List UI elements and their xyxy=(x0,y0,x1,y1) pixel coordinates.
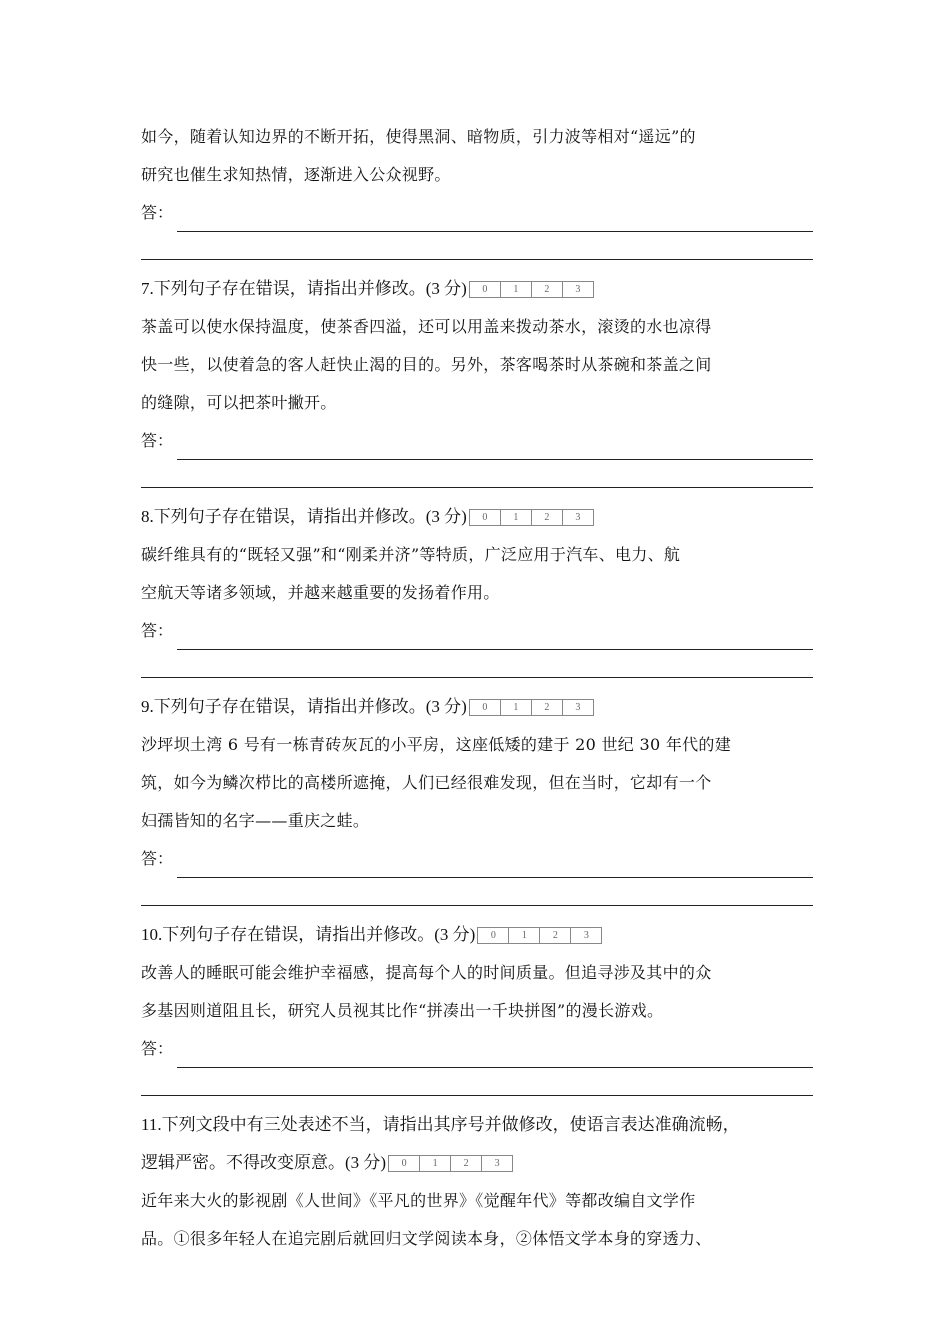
score-option[interactable]: 2 xyxy=(531,282,562,297)
question-text-line: 多基因则道阻且长，研究人员视其比作“拼凑出一千块拼图”的漫长游戏。 xyxy=(141,1001,664,1020)
score-box[interactable] xyxy=(469,699,594,716)
score-option[interactable]: 0 xyxy=(482,511,488,523)
score-box[interactable] xyxy=(469,281,594,298)
question-11-prompt xyxy=(141,1106,813,1144)
answer-blank-line[interactable] xyxy=(141,878,813,916)
question-11-prompt-cont xyxy=(141,1144,813,1182)
question-text-line: 筑，如今为鳞次栉比的高楼所遮掩，人们已经很难发现，但在当时，它却有一个 xyxy=(141,773,712,792)
answer-rule xyxy=(177,431,813,460)
question-text-line: 的缝隙，可以把茶叶撇开。 xyxy=(141,393,337,412)
answer-label: 答： xyxy=(141,431,174,450)
score-option[interactable]: 0 xyxy=(401,1157,407,1169)
answer-blank-line[interactable] xyxy=(141,650,813,688)
answer-line[interactable] xyxy=(141,1030,813,1068)
answer-rule xyxy=(177,1039,813,1068)
question-text-line: 品。①很多年轻人在追完剧后就回归文学阅读本身，②体悟文学本身的穿透力、 xyxy=(141,1229,712,1248)
answer-blank-line[interactable] xyxy=(141,460,813,498)
question-prompt-text: 9.下列句子存在错误，请指出并修改。(3 分) xyxy=(141,697,467,716)
score-option[interactable]: 0 xyxy=(490,929,496,941)
answer-rule xyxy=(177,621,813,650)
answer-label: 答： xyxy=(141,621,174,640)
score-option[interactable]: 2 xyxy=(531,700,562,715)
question-text-line: 沙坪坝土湾 6 号有一栋青砖灰瓦的小平房，这座低矮的建于 20 世纪 30 年代的建 xyxy=(141,735,732,754)
question-prompt-text: 11.下列文段中有三处表述不当，请指出其序号并做修改，使语言表达准确流畅， xyxy=(141,1115,740,1134)
question-prompt-text: 8.下列句子存在错误，请指出并修改。(3 分) xyxy=(141,507,467,526)
question-prompt-text: 7.下列句子存在错误，请指出并修改。(3 分) xyxy=(141,279,467,298)
answer-line[interactable] xyxy=(141,422,813,460)
answer-rule xyxy=(177,849,813,878)
score-option[interactable]: 2 xyxy=(450,1156,481,1171)
score-box[interactable] xyxy=(477,927,602,944)
score-option[interactable]: 3 xyxy=(562,700,593,715)
score-option[interactable]: 3 xyxy=(562,510,593,525)
score-option[interactable]: 1 xyxy=(508,928,539,943)
answer-label: 答： xyxy=(141,1039,174,1058)
answer-label: 答： xyxy=(141,849,174,868)
score-option[interactable]: 0 xyxy=(482,283,488,295)
answer-line[interactable] xyxy=(141,840,813,878)
question-text-line: 改善人的睡眠可能会维护幸福感，提高每个人的时间质量。但追寻涉及其中的众 xyxy=(141,963,712,982)
score-box[interactable] xyxy=(388,1155,513,1172)
score-option[interactable]: 1 xyxy=(500,700,531,715)
question-text-line: 空航天等诸多领域，并越来越重要的发扬着作用。 xyxy=(141,583,500,602)
score-option[interactable]: 1 xyxy=(500,510,531,525)
score-option[interactable]: 1 xyxy=(419,1156,450,1171)
answer-rule xyxy=(177,203,813,232)
answer-blank-line[interactable] xyxy=(141,1068,813,1106)
answer-line[interactable] xyxy=(141,194,813,232)
answer-line[interactable] xyxy=(141,612,813,650)
score-box[interactable] xyxy=(469,509,594,526)
intro-line: 研究也催生求知热情，逐渐进入公众视野。 xyxy=(141,165,451,184)
score-option[interactable]: 3 xyxy=(481,1156,512,1171)
score-option[interactable]: 3 xyxy=(570,928,601,943)
question-text-line: 妇孺皆知的名字——重庆之蛙。 xyxy=(141,811,370,830)
score-option[interactable]: 0 xyxy=(482,701,488,713)
intro-line: 如今，随着认知边界的不断开拓，使得黑洞、暗物质，引力波等相对“遥远”的 xyxy=(141,127,696,146)
answer-blank-line[interactable] xyxy=(141,232,813,270)
question-8-prompt xyxy=(141,498,813,536)
score-option[interactable]: 3 xyxy=(562,282,593,297)
question-7-prompt xyxy=(141,270,813,308)
answer-label: 答： xyxy=(141,203,174,222)
question-9-prompt xyxy=(141,688,813,726)
question-10-prompt xyxy=(141,916,813,954)
question-text-line: 碳纤维具有的“既轻又强”和“刚柔并济”等特质，广泛应用于汽车、电力、航 xyxy=(141,545,681,564)
score-option[interactable]: 1 xyxy=(500,282,531,297)
question-prompt-text: 10.下列句子存在错误，请指出并修改。(3 分) xyxy=(141,925,476,944)
score-option[interactable]: 2 xyxy=(531,510,562,525)
question-text-line: 茶盖可以使水保持温度，使茶香四溢，还可以用盖来拨动茶水，滚烫的水也凉得 xyxy=(141,317,712,336)
question-text-line: 近年来大火的影视剧《人世间》《平凡的世界》《觉醒年代》等都改编自文学作 xyxy=(141,1191,696,1210)
question-prompt-text: 逻辑严密。不得改变原意。(3 分) xyxy=(141,1153,387,1172)
question-text-line: 快一些，以使着急的客人赶快止渴的目的。另外，茶客喝茶时从茶碗和茶盖之间 xyxy=(141,355,712,374)
score-option[interactable]: 2 xyxy=(539,928,570,943)
document-page xyxy=(141,118,813,1258)
